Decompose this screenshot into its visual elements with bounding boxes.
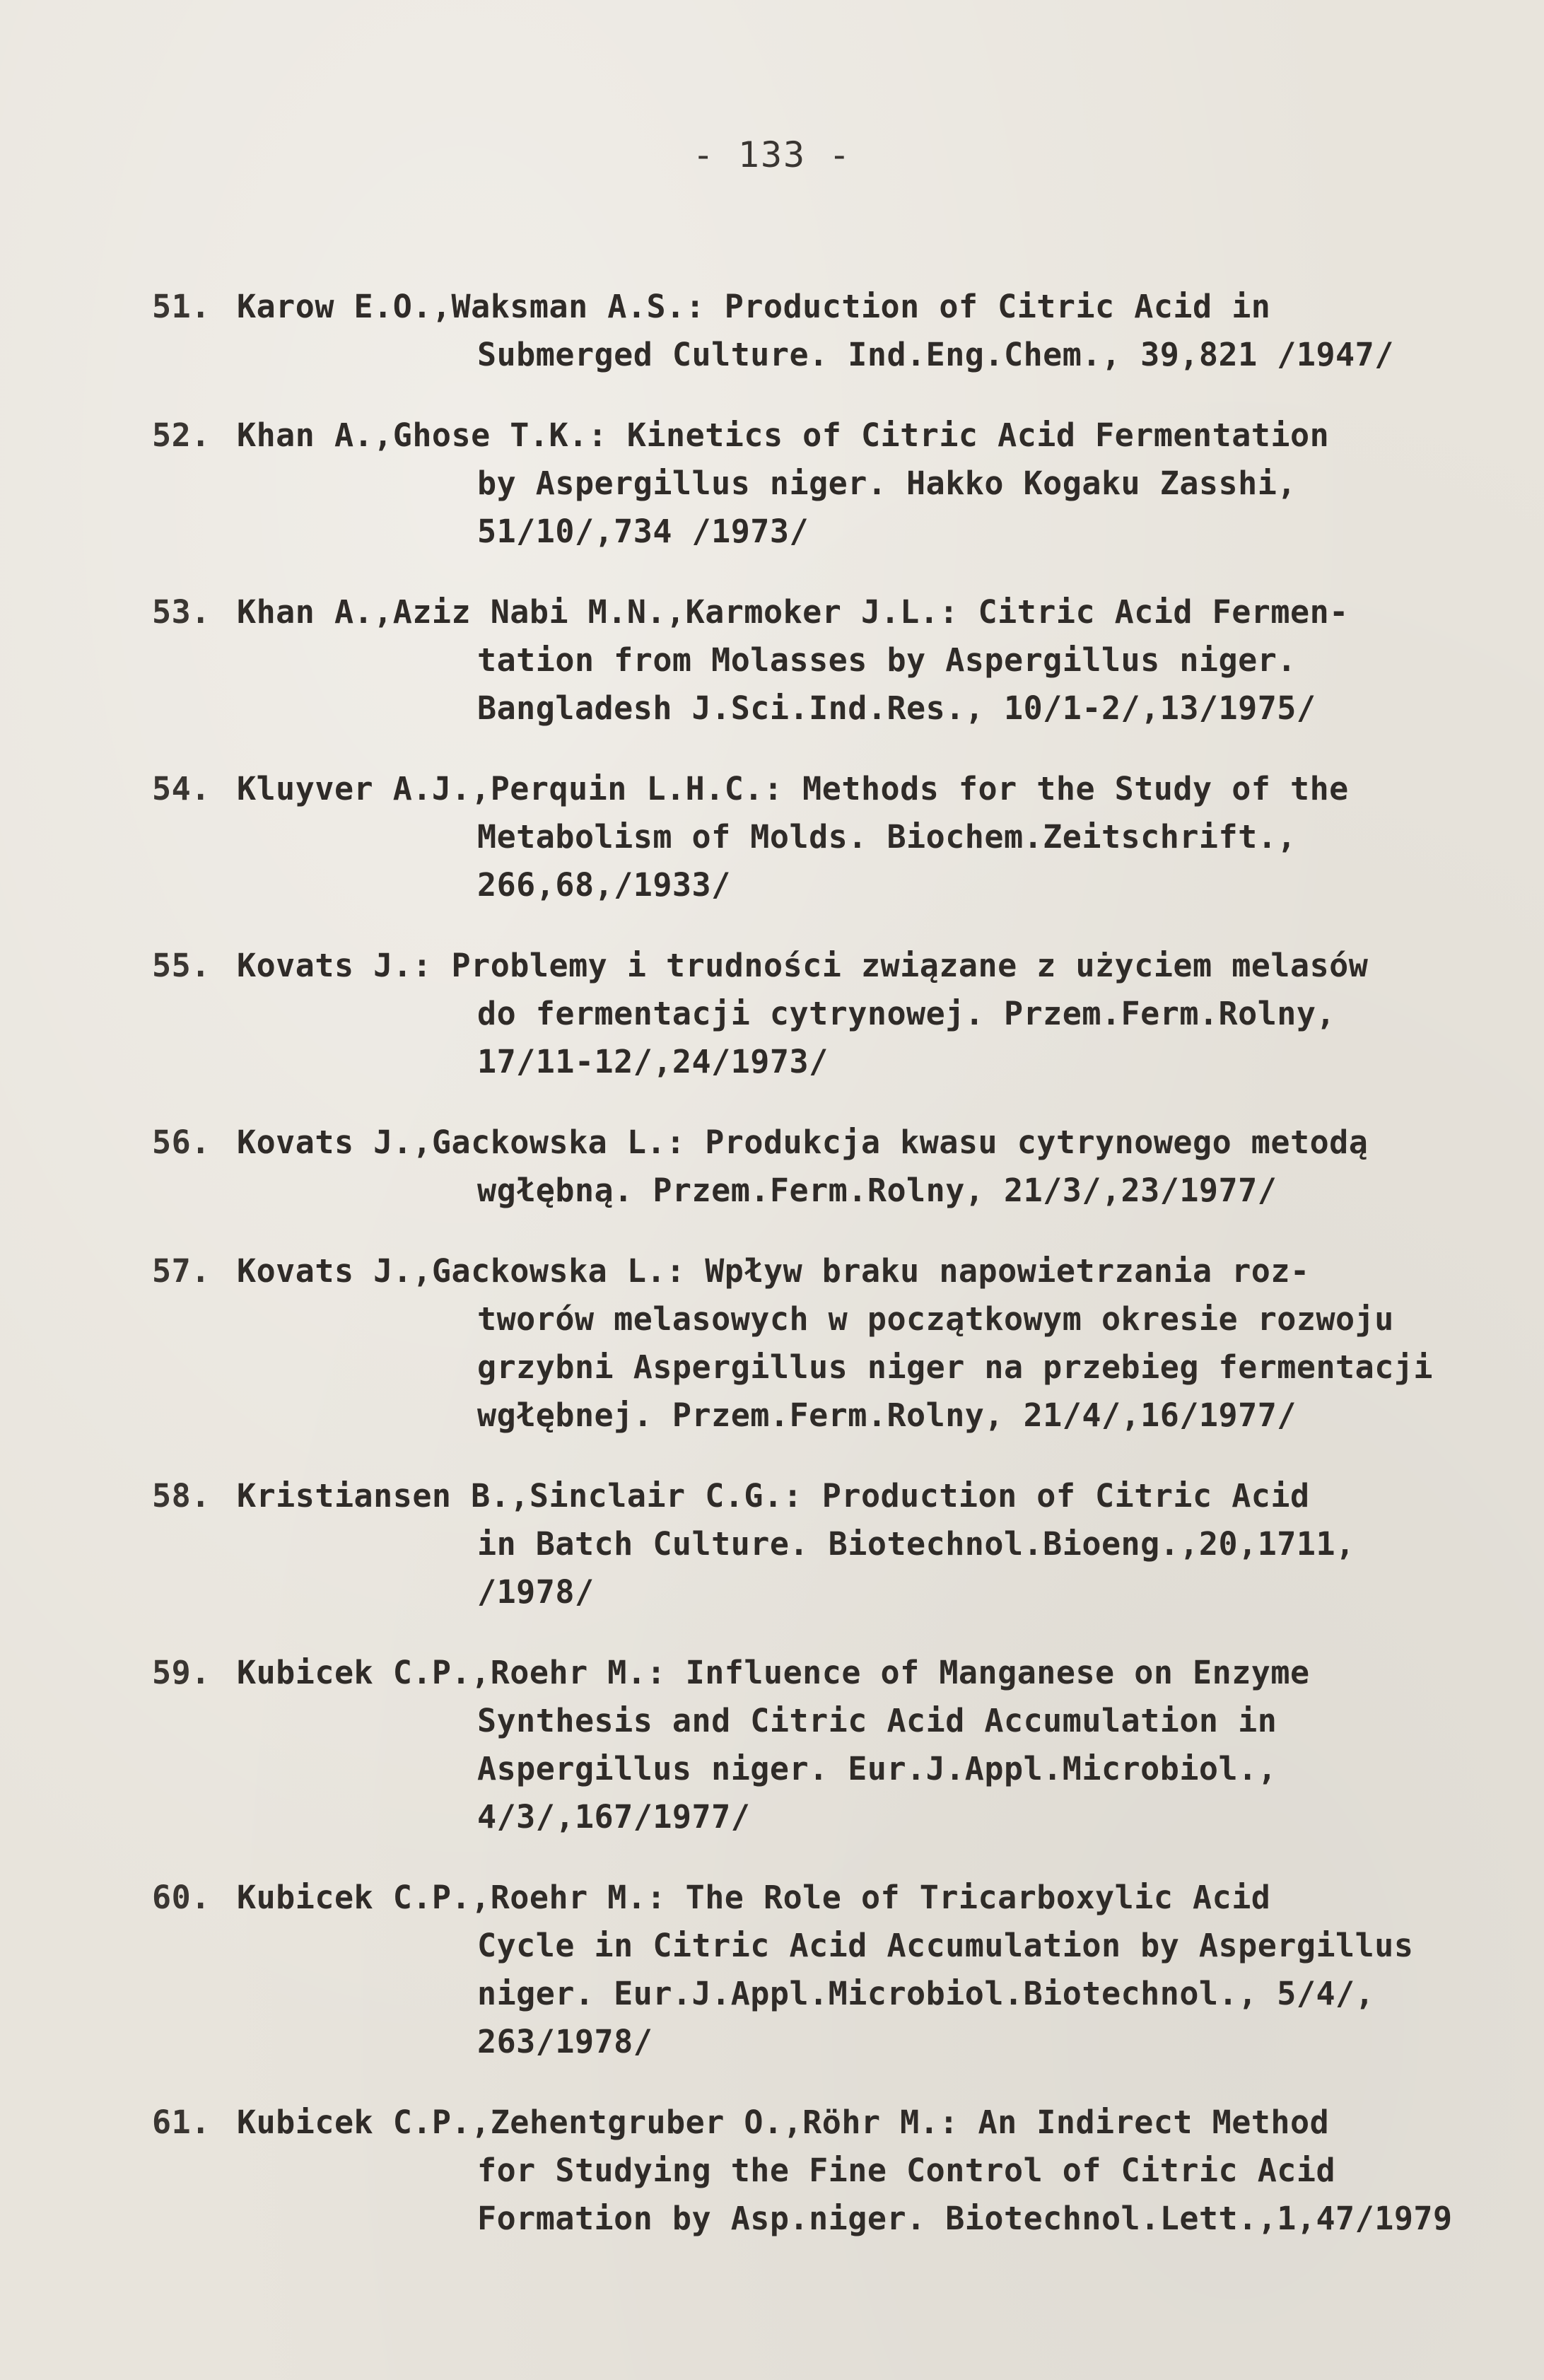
reference-entry: [152, 1874, 1523, 2066]
reference-line: niger. Eur.J.Appl.Microbiol.Biotechnol., 5/4/,: [477, 1975, 1375, 2012]
reference-line: Synthesis and Citric Acid Accumulation in: [477, 1702, 1277, 1739]
reference-number: 52.: [152, 416, 211, 454]
reference-number: 57.: [152, 1252, 211, 1290]
reference-line: Metabolism of Molds. Biochem.Zeitschrift.,: [477, 818, 1297, 856]
reference-line: Kovats J.,Gackowska L.: Produkcja kwasu cytrynowego metodą: [237, 1124, 1369, 1161]
reference-entry: [152, 765, 1523, 909]
reference-entry: [152, 283, 1523, 379]
reference-number: 54.: [152, 770, 211, 807]
reference-line: Khan A.,Ghose T.K.: Kinetics of Citric Acid Fermentation: [237, 416, 1330, 454]
reference-line: Kristiansen B.,Sinclair C.G.: Production of Citric Acid: [237, 1477, 1310, 1515]
reference-line: Karow E.O.,Waksman A.S.: Production of Citric Acid in: [237, 288, 1271, 325]
reference-number: 56.: [152, 1124, 211, 1161]
reference-number: 58.: [152, 1477, 211, 1515]
reference-line: Kluyver A.J.,Perquin L.H.C.: Methods for the Study of the: [237, 770, 1349, 807]
reference-line: Bangladesh J.Sci.Ind.Res., 10/1-2/,13/1975/: [477, 689, 1316, 727]
reference-entry: [152, 942, 1523, 1086]
reference-line: Kubicek C.P.,Roehr M.: The Role of Tricarboxylic Acid: [237, 1879, 1271, 1916]
reference-line: Cycle in Citric Acid Accumulation by Aspergillus: [477, 1927, 1414, 1964]
reference-line: Kovats J.,Gackowska L.: Wpływ braku napowietrzania roz-: [237, 1252, 1310, 1290]
reference-line: for Studying the Fine Control of Citric Acid: [477, 2152, 1336, 2189]
reference-number: 53.: [152, 593, 211, 631]
reference-line: grzybni Aspergillus niger na przebieg fermentacji: [477, 1348, 1434, 1386]
reference-line: by Aspergillus niger. Hakko Kogaku Zasshi,: [477, 465, 1297, 502]
reference-line: Aspergillus niger. Eur.J.Appl.Microbiol.,: [477, 1750, 1277, 1787]
reference-line: wgłębną. Przem.Ferm.Rolny, 21/3/,23/1977/: [477, 1172, 1277, 1209]
reference-line: Submerged Culture. Ind.Eng.Chem., 39,821 /1947/: [477, 336, 1394, 373]
reference-line: do fermentacji cytrynowej. Przem.Ferm.Rolny,: [477, 995, 1336, 1032]
reference-line: 263/1978/: [477, 2023, 653, 2060]
reference-number: 51.: [152, 288, 211, 325]
reference-line: tworów melasowych w początkowym okresie rozwoju: [477, 1300, 1394, 1338]
reference-line: Kubicek C.P.,Roehr M.: Influence of Manganese on Enzyme: [237, 1654, 1310, 1691]
reference-line: Formation by Asp.niger. Biotechnol.Lett.,1,47/1979: [477, 2200, 1453, 2237]
reference-line: 17/11-12/,24/1973/: [477, 1043, 829, 1080]
page-number: - 133 -: [692, 134, 852, 175]
reference-line: 266,68,/1933/: [477, 866, 731, 904]
reference-entry: [152, 412, 1523, 556]
reference-list: [152, 283, 1523, 2275]
reference-entry: [152, 588, 1523, 733]
reference-line: 51/10/,734 /1973/: [477, 513, 809, 550]
reference-line: Kubicek C.P.,Zehentgruber O.,Röhr M.: An Indirect Method: [237, 2104, 1330, 2141]
reference-line: Khan A.,Aziz Nabi M.N.,Karmoker J.L.: Citric Acid Fermen-: [237, 593, 1349, 631]
reference-line: in Batch Culture. Biotechnol.Bioeng.,20,1711,: [477, 1525, 1355, 1563]
reference-line: /1978/: [477, 1573, 595, 1611]
reference-entry: [152, 1247, 1523, 1440]
reference-entry: [152, 2099, 1523, 2243]
reference-entry: [152, 1119, 1523, 1215]
reference-number: 55.: [152, 947, 211, 984]
reference-number: 59.: [152, 1654, 211, 1691]
reference-entry: [152, 1649, 1523, 1841]
reference-number: 60.: [152, 1879, 211, 1916]
reference-line: tation from Molasses by Aspergillus niger.: [477, 641, 1297, 679]
reference-line: wgłębnej. Przem.Ferm.Rolny, 21/4/,16/1977/: [477, 1396, 1297, 1434]
reference-number: 61.: [152, 2104, 211, 2141]
reference-entry: [152, 1472, 1523, 1616]
reference-line: 4/3/,167/1977/: [477, 1798, 751, 1836]
reference-line: Kovats J.: Problemy i trudności związane z użyciem melasów: [237, 947, 1369, 984]
